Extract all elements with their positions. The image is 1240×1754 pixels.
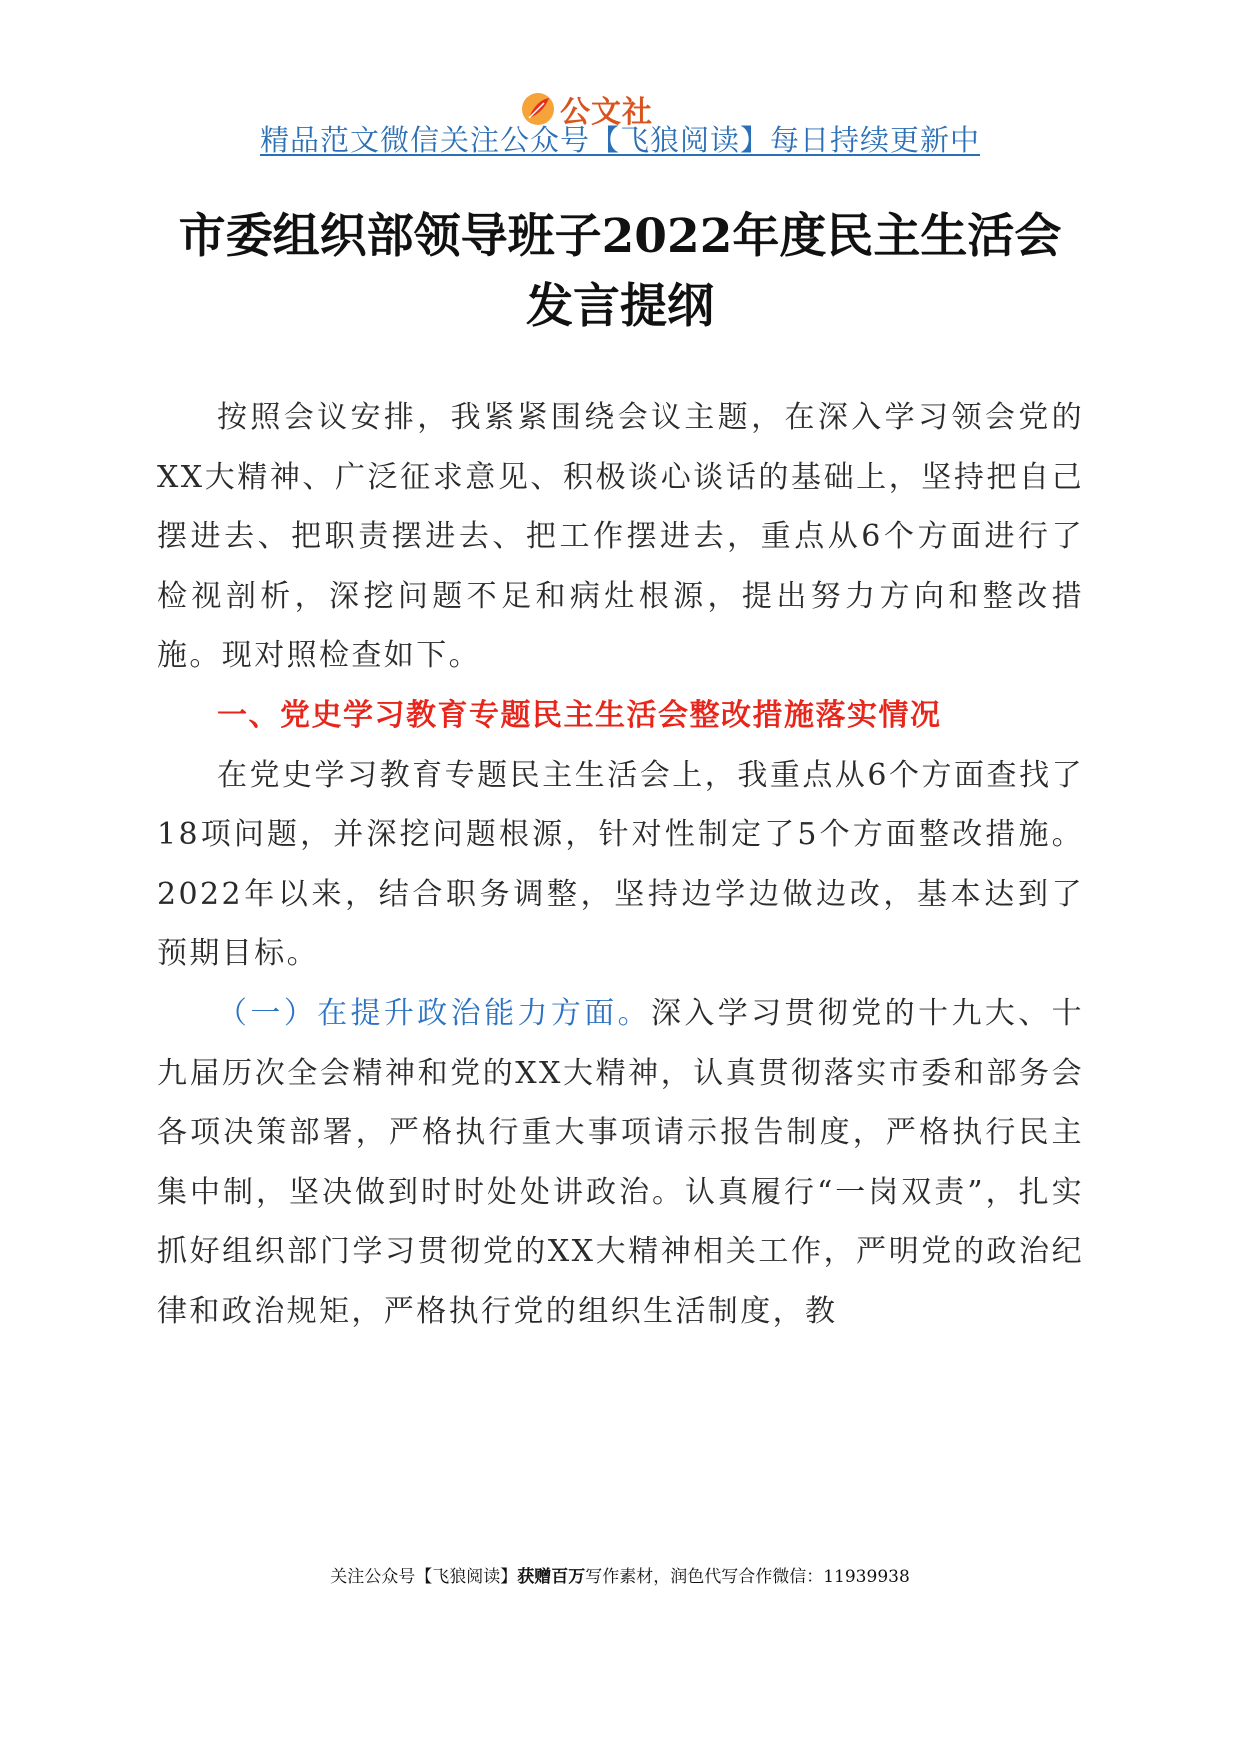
page-footer [0, 1562, 1240, 1587]
footer-text-3: 写作素材，润色代写合作微信：11939938 [585, 1567, 910, 1587]
footer-text-2: 获赠百万 [517, 1567, 586, 1587]
footer-text-1: 关注公众号【飞狼阅读】 [330, 1567, 518, 1587]
document-body [157, 388, 1084, 1342]
subsection-paragraph [157, 984, 1084, 1342]
section-paragraph: 在党史学习教育专题民主生活会上，我重点从6个方面查找了18项问题，并深挖问题根源，针对性制定了5个方面整改措施。2022年以来，结合职务调整，坚持边学边做边改，基本达到了预期目标。 [157, 757, 1084, 972]
intro-paragraph: 按照会议安排，我紧紧围绕会议主题，在深入学习领会党的XX大精神、广泛征求意见、积极谈心谈话的基础上，坚持把自己摆进去、把职责摆进去、把工作摆进去，重点从6个方面进行了检视剖析，深挖问题不足和病灶根源，提出努力方向和整改措施。现对照检查如下。 [157, 400, 1084, 674]
logo-text: 公文社 [560, 95, 653, 130]
subsection-heading: （一）在提升政治能力方面。 [217, 995, 651, 1031]
wechat-promo-link[interactable]: 精品范文微信关注公众号【飞狼阅读】每日持续更新中 [259, 123, 980, 157]
section-heading: 一、党史学习教育专题民主生活会整改措施落实情况 [217, 697, 942, 733]
document-title: 市委组织部领导班子2022年度民主生活会发言提纲 [178, 209, 1062, 334]
subsection-body: 深入学习贯彻党的十九大、十九届历次全会精神和党的XX大精神，认真贯彻落实市委和部务会各项决策部署，严格执行重大事项请示报告制度，严格执行民主集中制，坚决做到时时处处讲政治。认真履行“一岗双责”，扎实抓好组织部门学习贯彻党的XX大精神相关工作，严明党的政治纪律和政治规矩，严格执行党的组织生活制度，教 [157, 995, 1085, 1329]
